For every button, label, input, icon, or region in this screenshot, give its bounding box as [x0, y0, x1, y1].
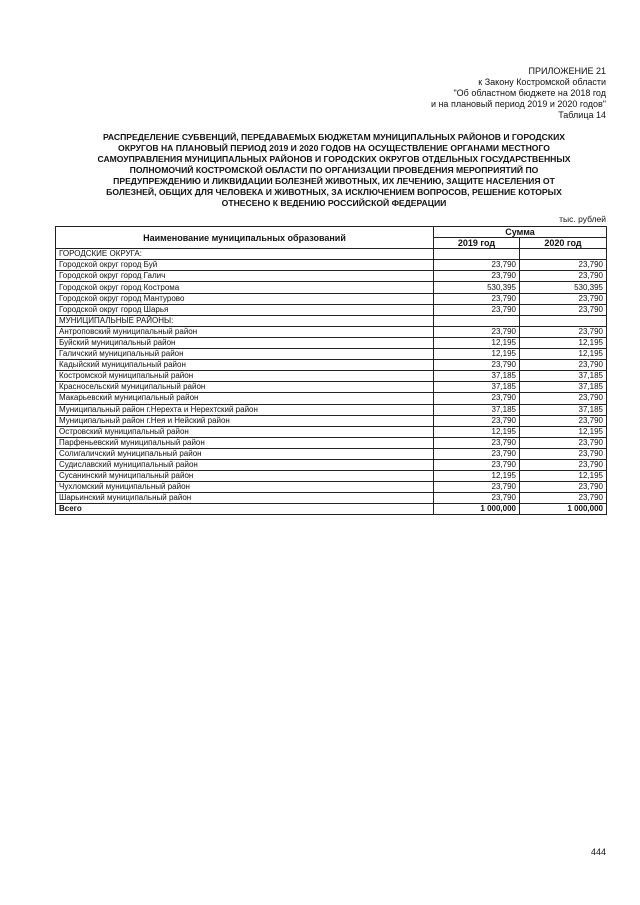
table-row	[56, 404, 607, 415]
row-value-2020: 23,790	[520, 415, 607, 426]
row-value-2019: 23,790	[434, 304, 520, 315]
row-value-2020	[520, 249, 607, 260]
table-row	[56, 326, 607, 337]
row-value-2020: 12,195	[520, 426, 607, 437]
row-value-2020: 12,195	[520, 337, 607, 348]
row-value-2019: 23,790	[434, 415, 520, 426]
units-label: тыс. рублей	[559, 214, 606, 224]
row-name: Городской округ город Буй	[56, 260, 434, 271]
table-row	[56, 304, 607, 315]
header-line-4: и на плановый период 2019 и 2020 годов"	[430, 99, 606, 109]
header-line-3: "Об областном бюджете на 2018 год	[453, 88, 606, 98]
row-value-2019: 23,790	[434, 326, 520, 337]
row-value-2019: 12,195	[434, 349, 520, 360]
row-value-2019: 23,790	[434, 459, 520, 470]
row-value-2019: 23,790	[434, 493, 520, 504]
row-name: Красносельский муниципальный район	[56, 382, 434, 393]
table-row	[56, 393, 607, 404]
row-value-2019	[434, 315, 520, 326]
row-name: Парфеньевский муниципальный район	[56, 437, 434, 448]
row-name: Буйский муниципальный район	[56, 337, 434, 348]
row-value-2019: 37,185	[434, 371, 520, 382]
row-value-2019: 23,790	[434, 393, 520, 404]
table-row	[56, 360, 607, 371]
row-value-2019: 12,195	[434, 471, 520, 482]
row-name: Шарьинский муниципальный район	[56, 493, 434, 504]
page-number: 444	[590, 847, 606, 857]
row-value-2020: 23,790	[520, 437, 607, 448]
row-value-2019: 37,185	[434, 404, 520, 415]
row-name: Городской округ город Галич	[56, 271, 434, 282]
subsidy-table	[55, 226, 607, 515]
row-value-2019: 1 000,000	[434, 504, 520, 515]
table-body	[56, 249, 607, 515]
title-line-4: ПОЛНОМОЧИЙ КОСТРОМСКОЙ ОБЛАСТИ ПО ОРГАНИЗАЦИИ ПРОВЕДЕНИЯ МЕРОПРИЯТИЙ ПО	[129, 165, 539, 175]
header-line-1: ПРИЛОЖЕНИЕ 21	[528, 66, 606, 76]
row-name: Сусанинский муниципальный район	[56, 471, 434, 482]
table-row	[56, 382, 607, 393]
column-header-name: Наименование муниципальных образований	[56, 227, 434, 249]
row-name: Судиславский муниципальный район	[56, 459, 434, 470]
row-value-2020: 37,185	[520, 371, 607, 382]
row-name: Солигаличский муниципальный район	[56, 448, 434, 459]
row-name: Антроповский муниципальный район	[56, 326, 434, 337]
row-value-2020: 23,790	[520, 260, 607, 271]
row-value-2019	[434, 249, 520, 260]
title-line-7: ОТНЕСЕНО К ВЕДЕНИЮ РОССИЙСКОЙ ФЕДЕРАЦИИ	[221, 198, 447, 208]
table-row	[56, 437, 607, 448]
appendix-header	[246, 66, 606, 121]
section-row	[56, 249, 607, 260]
total-row	[56, 504, 607, 515]
row-name: Городской округ город Шарья	[56, 304, 434, 315]
row-value-2020	[520, 315, 607, 326]
column-header-2020: 2020 год	[520, 238, 607, 249]
row-value-2020: 12,195	[520, 349, 607, 360]
table-row	[56, 337, 607, 348]
row-name: Всего	[56, 504, 434, 515]
title-line-6: БОЛЕЗНЕЙ, ОБЩИХ ДЛЯ ЧЕЛОВЕКА И ЖИВОТНЫХ, ЗА ИСКЛЮЧЕНИЕМ ВОПРОСОВ, РЕШЕНИЕ КОТОРЫХ	[106, 187, 562, 197]
row-value-2020: 23,790	[520, 493, 607, 504]
row-name: Городской округ город Мантурово	[56, 293, 434, 304]
header-line-5: Таблица 14	[558, 110, 606, 120]
row-name: Макарьевский муниципальный район	[56, 393, 434, 404]
title-line-2: ОКРУГОВ НА ПЛАНОВЫЙ ПЕРИОД 2019 И 2020 ГОДОВ НА ОСУЩЕСТВЛЕНИЕ ОРГАНАМИ МЕСТНОГО	[118, 143, 550, 153]
column-header-2019: 2019 год	[434, 238, 520, 249]
row-value-2020: 23,790	[520, 360, 607, 371]
row-name: Галичский муниципальный район	[56, 349, 434, 360]
header-line-2: к Закону Костромской области	[478, 77, 606, 87]
table-row	[56, 415, 607, 426]
row-value-2019: 12,195	[434, 337, 520, 348]
table-row	[56, 260, 607, 271]
row-value-2019: 23,790	[434, 482, 520, 493]
row-name: Муниципальный район г.Нерехта и Нерехтский район	[56, 404, 434, 415]
row-value-2019: 530,395	[434, 282, 520, 293]
row-name: Городской округ город Кострома	[56, 282, 434, 293]
row-value-2019: 23,790	[434, 448, 520, 459]
table-row	[56, 371, 607, 382]
table-row	[56, 293, 607, 304]
row-name: МУНИЦИПАЛЬНЫЕ РАЙОНЫ:	[56, 315, 434, 326]
row-value-2020: 23,790	[520, 459, 607, 470]
row-value-2020: 23,790	[520, 326, 607, 337]
title-line-5: ПРЕДУПРЕЖДЕНИЮ И ЛИКВИДАЦИИ БОЛЕЗНЕЙ ЖИВОТНЫХ, ИХ ЛЕЧЕНИЮ, ЗАЩИТЕ НАСЕЛЕНИЯ ОТ	[113, 176, 555, 186]
table-row	[56, 282, 607, 293]
row-value-2019: 23,790	[434, 437, 520, 448]
column-header-sum: Сумма	[434, 227, 607, 238]
row-value-2020: 23,790	[520, 271, 607, 282]
title-line-1: РАСПРЕДЕЛЕНИЕ СУБВЕНЦИЙ, ПЕРЕДАВАЕМЫХ БЮДЖЕТАМ МУНИЦИПАЛЬНЫХ РАЙОНОВ И ГОРОДСКИХ	[102, 132, 566, 142]
row-value-2020: 530,395	[520, 282, 607, 293]
row-value-2020: 37,185	[520, 404, 607, 415]
row-name: ГОРОДСКИЕ ОКРУГА:	[56, 249, 434, 260]
section-row	[56, 315, 607, 326]
row-value-2019: 23,790	[434, 293, 520, 304]
row-value-2020: 23,790	[520, 482, 607, 493]
table-row	[56, 459, 607, 470]
document-title	[60, 132, 608, 209]
row-value-2020: 23,790	[520, 393, 607, 404]
table-row	[56, 471, 607, 482]
table-row	[56, 426, 607, 437]
row-value-2019: 37,185	[434, 382, 520, 393]
row-value-2020: 12,195	[520, 471, 607, 482]
row-value-2019: 23,790	[434, 360, 520, 371]
row-value-2020: 23,790	[520, 293, 607, 304]
row-value-2020: 23,790	[520, 448, 607, 459]
table-row	[56, 271, 607, 282]
row-value-2019: 23,790	[434, 271, 520, 282]
table-row	[56, 349, 607, 360]
table-row	[56, 493, 607, 504]
row-value-2019: 12,195	[434, 426, 520, 437]
row-name: Муниципальный район г.Нея и Нейский район	[56, 415, 434, 426]
row-value-2020: 37,185	[520, 382, 607, 393]
row-name: Костромской муниципальный район	[56, 371, 434, 382]
title-line-3: САМОУПРАВЛЕНИЯ МУНИЦИПАЛЬНЫХ РАЙОНОВ И ГОРОДСКИХ ОКРУГОВ ОТДЕЛЬНЫХ ГОСУДАРСТВЕННЫХ	[97, 154, 571, 164]
row-name: Чухломский муниципальный район	[56, 482, 434, 493]
table-row	[56, 482, 607, 493]
row-value-2020: 23,790	[520, 304, 607, 315]
row-value-2019: 23,790	[434, 260, 520, 271]
table-row	[56, 448, 607, 459]
row-name: Островский муниципальный район	[56, 426, 434, 437]
row-value-2020: 1 000,000	[520, 504, 607, 515]
row-name: Кадыйский муниципальный район	[56, 360, 434, 371]
